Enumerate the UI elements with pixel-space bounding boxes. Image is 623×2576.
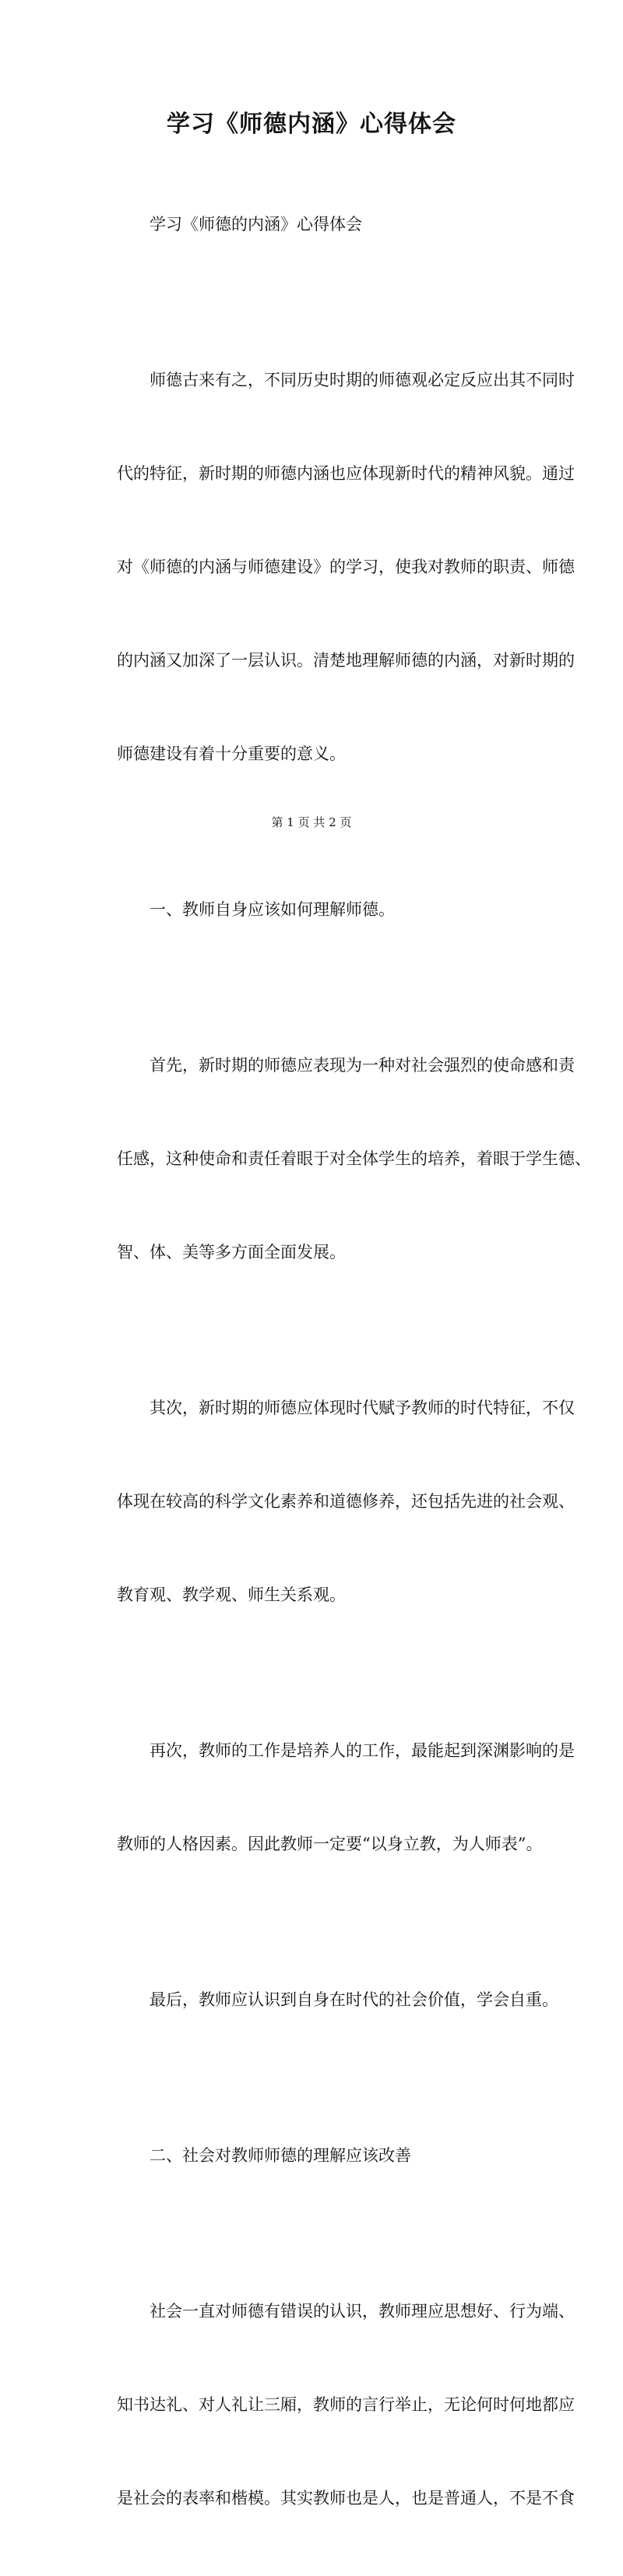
paragraph-line: 其次，新时期的师德应体现时代赋予教师的时代特征，不仅 — [150, 1399, 575, 1417]
paragraph-line: 师德建设有着十分重要的意义。 — [117, 744, 346, 763]
paragraph-line: 对《师德的内涵与师德建设》的学习，使我对教师的职责、师德 — [117, 558, 575, 576]
paragraph-line: 任感，这种使命和责任着眼于对全体学生的培养，着眼于学生德、 — [117, 1149, 591, 1168]
page-footer — [0, 815, 623, 830]
paragraph-second — [84, 1330, 575, 1673]
paragraph-line: 一、教师自身应该如何理解师德。 — [150, 900, 395, 919]
paragraph-last — [84, 1922, 558, 2078]
paragraph-line: 学习《师德的内涵》心得体会 — [150, 215, 362, 234]
paragraph-third — [84, 1673, 575, 1922]
paragraph-intro — [84, 302, 575, 832]
paragraph-line: 教育观、教学观、师生关系观。 — [117, 1585, 346, 1604]
document-body — [84, 146, 591, 2576]
paragraph-line: 体现在较高的科学文化素养和道德修养，还包括先进的社会观、 — [117, 1492, 575, 1511]
paragraph-line: 最后，教师应认识到自身在时代的社会价值，学会自重。 — [150, 1990, 558, 2009]
paragraph-line: 知书达礼、对人礼让三厢，教师的言行举止，无论何时何地都应 — [117, 2395, 575, 2414]
paragraph-line: 二、社会对教师师德的理解应该改善 — [150, 2146, 411, 2165]
section-heading-1 — [84, 832, 551, 987]
paragraph-society — [84, 2233, 575, 2576]
paragraph-line: 智、体、美等多方面全面发展。 — [117, 1243, 346, 1262]
page-title: 学习《师德内涵》心得体会 — [167, 111, 456, 138]
section-heading-2 — [84, 2078, 551, 2233]
paragraph-line: 师德古来有之，不同历史时期的师德观必定反应出其不同时 — [150, 371, 575, 389]
paragraph-line: 再次，教师的工作是培养人的工作，最能起到深渊影响的是 — [150, 1741, 575, 1760]
paragraph-line: 教师的人格因素。因此教师一定要“以身立教，为人师表”。 — [117, 1835, 543, 1853]
page-number-label: 第 1 页 共 2 页 — [271, 815, 352, 829]
paragraph-line: 的内涵又加深了一层认识。清楚地理解师德的内涵，对新时期的 — [117, 651, 575, 670]
paragraph-line: 是社会的表率和楷模。其实教师也是人，也是普通人，不是不食 — [117, 2489, 575, 2507]
paragraph-line: 首先，新时期的师德应表现为一种对社会强烈的使命感和责 — [150, 1056, 575, 1075]
paragraph-line: 社会一直对师德有错误的认识，教师理应思想好、行为端、 — [150, 2302, 575, 2321]
paragraph-subtitle — [84, 146, 551, 302]
paragraph-first — [84, 987, 591, 1330]
paragraph-line: 代的特征，新时期的师德内涵也应体现新时代的精神风貌。通过 — [117, 464, 575, 483]
